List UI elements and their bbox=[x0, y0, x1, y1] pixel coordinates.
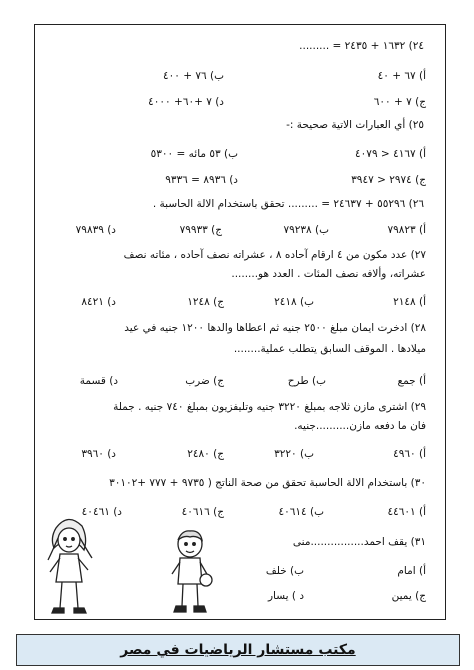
q30-option-c[interactable]: ج) ٤٠٦١٦ bbox=[181, 506, 224, 518]
q31-option-c[interactable]: ج) يمين bbox=[391, 590, 426, 602]
boy-illustration bbox=[166, 526, 214, 616]
footer-banner bbox=[16, 634, 460, 666]
q25-option-c[interactable]: ج) ٢٩٧٤ < ٣٩٤٧ bbox=[351, 174, 426, 186]
q24-option-a[interactable]: أ) ٦٧ + ٤٠ bbox=[377, 70, 426, 82]
q30-question: ٣٠) باستخدام الالة الحاسبة تحقق من صحة الناتج ( ٩٧٣٥ + ٧٧٧ +٣٠١٠٢ bbox=[109, 477, 426, 489]
q28-option-b[interactable]: ب) طرح bbox=[287, 375, 326, 387]
q25-option-b[interactable]: ب) ٥٣ مائه = ٥٣٠٠ bbox=[150, 148, 238, 160]
q27-option-b[interactable]: ب) ٢٤١٨ bbox=[274, 296, 314, 308]
q29-option-c[interactable]: ج) ٢٤٨٠ bbox=[187, 448, 224, 460]
q24-question: ٢٤) ١٦٣٢ + ٢٤٣٥ = ......... bbox=[299, 40, 424, 52]
q26-option-a[interactable]: أ) ٧٩٨٢٣ bbox=[387, 224, 426, 236]
girl-illustration bbox=[38, 512, 100, 618]
q29-option-b[interactable]: ب) ٣٢٢٠ bbox=[274, 448, 314, 460]
q25-question: ٢٥) أي العبارات الاتية صحيحة :- bbox=[286, 119, 424, 131]
q26-option-b[interactable]: ب) ٧٩٢٣٨ bbox=[283, 224, 329, 236]
q26-option-d[interactable]: د) ٧٩٨٣٩ bbox=[75, 224, 116, 236]
q28-option-a[interactable]: أ) جمع bbox=[397, 375, 426, 387]
q31-question: ٣١) يقف احمد................منى bbox=[292, 536, 426, 548]
q31-option-a[interactable]: أ) امام bbox=[397, 565, 426, 577]
q27-question-line2: عشراته، وألافه نصف المئات . العدد هو........ bbox=[231, 268, 426, 280]
q25-option-a[interactable]: أ) ٤١٦٧ < ٤٠٧٩ bbox=[355, 148, 426, 160]
q31-option-b[interactable]: ب) خلف bbox=[265, 565, 304, 577]
q25-option-d[interactable]: د) ٨٩٣٦ = ٩٣٣٦ bbox=[165, 174, 238, 186]
q30-option-a[interactable]: أ) ٤٤٦٠١ bbox=[387, 506, 426, 518]
q24-option-d[interactable]: د) ٧ +٦٠+ ٤٠٠٠ bbox=[148, 96, 224, 108]
q30-option-d[interactable]: د) ٤٠٤٦١ bbox=[81, 506, 122, 518]
q26-question: ٢٦) ٥٥٢٩٦ + ٢٤٦٣٧ = ......... تحقق باستخدام الالة الحاسبة . bbox=[152, 198, 424, 210]
q24-option-b[interactable]: ب) ٧٦ + ٤٠٠ bbox=[162, 70, 224, 82]
q31-option-d[interactable]: د ) يسار bbox=[267, 590, 304, 602]
q27-option-a[interactable]: أ) ٢١٤٨ bbox=[393, 296, 426, 308]
q26-option-c[interactable]: ج) ٧٩٩٣٣ bbox=[179, 224, 222, 236]
q29-option-a[interactable]: أ) ٤٩٦٠ bbox=[393, 448, 426, 460]
q29-option-d[interactable]: د) ٣٩٦٠ bbox=[81, 448, 116, 460]
footer-title: مكتب مستشار الرياضيات في مصر bbox=[120, 642, 356, 658]
q29-question-line2: فان ما دفعه مازن..........جنيه. bbox=[294, 420, 426, 432]
q27-question-line1: ٢٧) عدد مكون من ٤ ارقام آحاده ٨ ، عشراته نصف آحاده ، مئاته نصف bbox=[123, 249, 426, 261]
q28-question-line2: ميلادها . الموقف السابق يتطلب عملية........ bbox=[233, 343, 426, 355]
q28-question-line1: ٢٨) ادخرت ايمان مبلغ ٢٥٠٠ جنيه ثم اعطاها والدها ١٢٠٠ جنيه في عيد bbox=[124, 322, 426, 334]
q27-option-d[interactable]: د) ٨٤٢١ bbox=[81, 296, 116, 308]
q30-option-b[interactable]: ب) ٤٠٦١٤ bbox=[278, 506, 324, 518]
q28-option-c[interactable]: ج) ضرب bbox=[185, 375, 224, 387]
q28-option-d[interactable]: د) قسمة bbox=[79, 375, 118, 387]
q29-question-line1: ٢٩) اشترى مازن ثلاجه بمبلغ ٣٢٢٠ جنيه وتليفزيون بمبلغ ٧٤٠ جنيه . جملة bbox=[113, 401, 426, 413]
q24-option-c[interactable]: ج) ٧ + ٦٠٠ bbox=[373, 96, 426, 108]
q27-option-c[interactable]: ج) ١٢٤٨ bbox=[187, 296, 224, 308]
